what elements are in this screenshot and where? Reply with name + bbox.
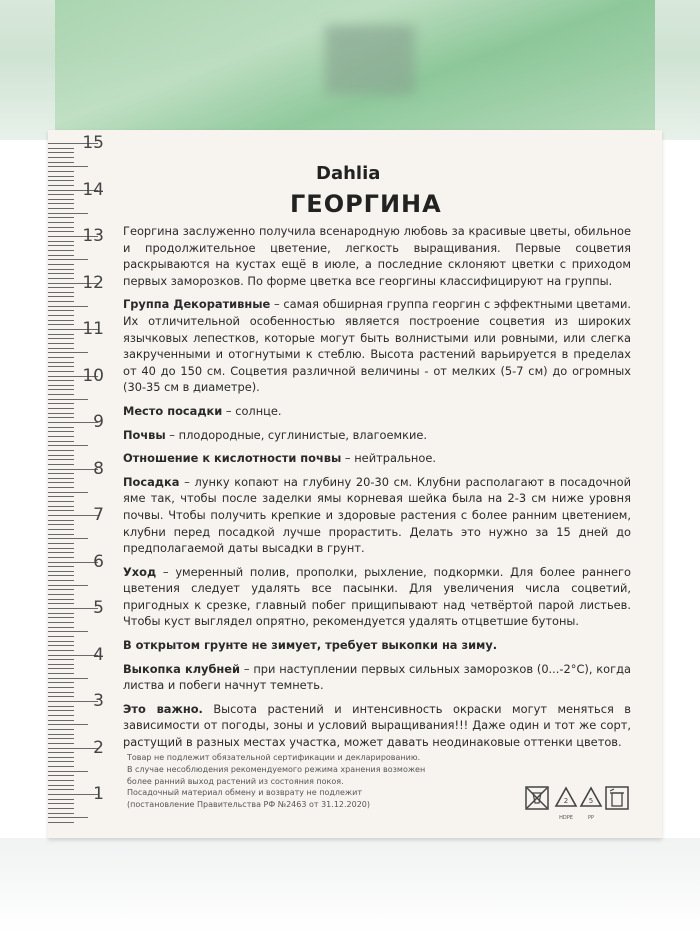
ruler-tick bbox=[48, 222, 74, 223]
ruler-tick bbox=[48, 673, 74, 674]
ruler-tick bbox=[48, 455, 74, 456]
ruler-tick bbox=[48, 585, 88, 586]
care-paragraph bbox=[123, 564, 631, 630]
ruler-tick bbox=[48, 589, 74, 590]
description-text bbox=[123, 223, 631, 758]
care-text: – умеренный полив, прополки, рыхление, подкормки. Для более раннего цветения следует удалять все пасынки. Для увеличения числа соцветий, пригодных к срезке, главный побег прищипывают над четвёртой парой листьев. Чтобы куст выглядел опрятно, рекомендуется удалять отцветшие бутоны. bbox=[123, 564, 631, 629]
fine-print-line: Товар не подлежит обязательной сертификации и декларированию. bbox=[127, 753, 421, 762]
trash-bin-icon bbox=[604, 785, 630, 819]
ruler-tick bbox=[48, 817, 88, 818]
ruler-number: 2 bbox=[93, 737, 104, 758]
digging-text: – при наступлении первых сильных заморозков (0...-2°С), когда листва и побеги начнут темнеть. bbox=[123, 661, 631, 693]
icon-label: HDPE bbox=[559, 815, 573, 821]
ruler-tick bbox=[48, 627, 74, 628]
ruler-tick bbox=[48, 171, 74, 172]
ruler-tick bbox=[48, 575, 74, 576]
acidity-text: – нейтральное. bbox=[341, 451, 436, 466]
ruler-tick bbox=[48, 594, 74, 595]
ruler-number: 11 bbox=[82, 319, 104, 339]
ruler-tick bbox=[48, 301, 74, 302]
fine-print bbox=[127, 752, 457, 811]
ruler-tick bbox=[48, 631, 88, 632]
ruler-tick bbox=[48, 269, 74, 270]
ruler-tick bbox=[48, 450, 74, 451]
ruler-tick bbox=[48, 310, 74, 311]
icon-label: PP bbox=[587, 815, 595, 821]
ruler-tick bbox=[48, 157, 74, 158]
ruler-tick bbox=[48, 636, 74, 637]
ruler-number: 13 bbox=[82, 226, 104, 246]
group-paragraph bbox=[123, 296, 631, 396]
ruler-tick bbox=[48, 250, 74, 251]
ruler-tick bbox=[48, 580, 74, 581]
ruler-tick bbox=[48, 538, 88, 539]
ruler-tick bbox=[48, 208, 74, 209]
intro-text: Георгина заслуженно получила всенародную любовь за красивые цветы, обильное и продолжительное цветение, легкость выращивания. Первые соцветия раскрываются на кустах ещё в июле, а последние склоняют цветки с приходом первых заморозков. По форме цветка все георгины классифицируют на группы. bbox=[123, 224, 631, 288]
ruler-tick bbox=[48, 492, 88, 493]
svg-text:2: 2 bbox=[563, 797, 569, 805]
ruler-tick bbox=[48, 203, 74, 204]
ruler-tick bbox=[48, 775, 74, 776]
ruler-tick bbox=[48, 357, 74, 358]
svg-text:5: 5 bbox=[588, 797, 594, 805]
no-food-contact-icon bbox=[524, 785, 550, 819]
ruler-tick bbox=[48, 543, 74, 544]
fine-print-line: Посадочный материал обмену и возврату не подлежит bbox=[127, 788, 362, 798]
ruler-number: 5 bbox=[93, 598, 104, 618]
ruler-tick bbox=[48, 162, 74, 163]
location-text: – солнце. bbox=[222, 403, 282, 418]
packaging-bottom bbox=[0, 838, 700, 933]
ruler-tick bbox=[48, 487, 74, 488]
ruler-tick bbox=[48, 296, 74, 297]
ruler-tick bbox=[48, 501, 74, 502]
ruler-number: 6 bbox=[93, 551, 104, 572]
ruler-number: 10 bbox=[82, 365, 104, 386]
ruler-tick bbox=[48, 668, 74, 669]
ruler-tick bbox=[48, 343, 74, 344]
soil-paragraph bbox=[123, 427, 631, 444]
ruler-tick bbox=[48, 403, 74, 404]
ruler-tick bbox=[48, 724, 88, 725]
ruler-tick bbox=[48, 734, 74, 735]
digging-paragraph bbox=[123, 661, 631, 694]
ruler-number: 12 bbox=[82, 272, 104, 293]
ruler-number: 9 bbox=[93, 412, 104, 432]
planting-paragraph bbox=[123, 474, 631, 557]
blurred-label bbox=[325, 25, 415, 95]
ruler-tick bbox=[48, 534, 74, 535]
page-title: ГЕОРГИНА bbox=[290, 190, 442, 218]
ruler bbox=[48, 130, 118, 838]
ruler-tick bbox=[48, 399, 88, 400]
ruler-tick bbox=[48, 496, 74, 497]
fine-print-line: (постановление Правительства РФ №2463 от 31.12.2020) bbox=[127, 800, 371, 810]
ruler-tick bbox=[48, 315, 74, 316]
ruler-tick bbox=[48, 408, 74, 409]
ruler-tick bbox=[48, 352, 88, 353]
ruler-number: 3 bbox=[93, 691, 104, 711]
ruler-tick bbox=[48, 780, 74, 781]
ruler-tick bbox=[48, 306, 88, 307]
acidity-label: Отношение к кислотности почвы bbox=[123, 451, 342, 466]
ruler-number: 8 bbox=[93, 458, 104, 479]
winter-note: В открытом грунте не зимует, требует выкопки на зиму. bbox=[123, 638, 498, 653]
care-label: Уход bbox=[123, 564, 157, 579]
acidity-paragraph bbox=[123, 450, 631, 467]
ruler-tick bbox=[48, 389, 74, 390]
ruler-number: 1 bbox=[93, 784, 104, 804]
group-text: – самая обширная группа георгин с эффектными цветами. Их отличительной особенностью является построение соцветия из широких язычковых лепестков, которые могут быть волнистыми или ровными, или слегка закрученными и отогнутыми к стеблю. Высота растений варьируется в пределах от 40 до 150 см. Соцветия различной величины - от мелких (5-7 см) до огромных (30-35 см в диаметре). bbox=[123, 297, 631, 395]
recycle-pp-icon bbox=[578, 785, 604, 819]
location-paragraph bbox=[123, 403, 631, 420]
ruler-tick bbox=[48, 445, 88, 446]
ruler-tick bbox=[48, 217, 74, 218]
ruler-tick bbox=[48, 622, 74, 623]
ruler-tick bbox=[48, 678, 88, 679]
ruler-tick bbox=[48, 720, 74, 721]
soil-text: – плодородные, суглинистые, влагоемкие. bbox=[165, 427, 428, 442]
ruler-tick bbox=[48, 255, 74, 256]
ruler-tick bbox=[48, 682, 74, 683]
intro-paragraph bbox=[123, 223, 631, 289]
planting-text: – лунку копают на глубину 20-30 см. Клубни располагают в посадочной яме так, чтобы после заделки ямы корневая шейка была на 2-3 см ниже уровня почвы. Чтобы получить крепкие и здоровые растения с более ранним цветением, клубни перед посадкой лучше прорастить. Делать это нужно за 15 дней до предполагаемой даты высадки в грунт. bbox=[123, 474, 631, 556]
recycle-hdpe-icon bbox=[553, 785, 579, 819]
ruler-tick bbox=[48, 394, 74, 395]
ruler-tick bbox=[48, 766, 74, 767]
soil-label: Почвы bbox=[123, 427, 166, 442]
ruler-tick bbox=[48, 813, 74, 814]
ruler-tick bbox=[48, 436, 74, 437]
ruler-tick bbox=[48, 482, 74, 483]
ruler-tick bbox=[48, 761, 74, 762]
fine-print-line: В случае несоблюдения рекомендуемого режима хранения возможен bbox=[127, 764, 426, 774]
important-paragraph bbox=[123, 701, 631, 751]
fine-print-line: более ранний выход растений из состояния покоя. bbox=[127, 776, 344, 786]
ruler-tick bbox=[48, 729, 74, 730]
ruler-tick bbox=[48, 548, 74, 549]
ruler-tick bbox=[48, 213, 88, 214]
ruler-tick bbox=[48, 176, 74, 177]
planting-label: Посадка bbox=[123, 474, 180, 489]
ruler-number: 7 bbox=[93, 505, 104, 525]
ruler-tick bbox=[48, 166, 88, 167]
location-label: Место посадки bbox=[123, 403, 223, 418]
ruler-tick bbox=[48, 348, 74, 349]
digging-label: Выкопка клубней bbox=[123, 661, 241, 676]
ruler-tick bbox=[48, 771, 88, 772]
group-label: Группа Декоративные bbox=[123, 297, 271, 312]
latin-name: Dahlia bbox=[316, 163, 381, 184]
ruler-number: 14 bbox=[82, 179, 104, 200]
ruler-tick bbox=[48, 715, 74, 716]
ruler-tick bbox=[48, 822, 74, 823]
ruler-tick bbox=[48, 441, 74, 442]
ruler-tick bbox=[48, 259, 88, 260]
ruler-tick bbox=[48, 264, 74, 265]
ruler-number: 15 bbox=[82, 133, 104, 153]
ruler-tick bbox=[48, 362, 74, 363]
ruler-tick bbox=[48, 808, 74, 809]
ruler-tick bbox=[48, 687, 74, 688]
ruler-tick bbox=[48, 529, 74, 530]
important-label: Это важно. bbox=[123, 701, 203, 716]
important-text: Высота растений и интенсивность окраски могут меняться в зависимости от погоды, зоны и условий выращивания!!! Даже один и тот же сорт, растущий в разных местах участка, может давать неодинаковые оттенки цветов. bbox=[123, 701, 631, 750]
ruler-tick bbox=[48, 641, 74, 642]
ruler-number: 4 bbox=[93, 644, 104, 665]
